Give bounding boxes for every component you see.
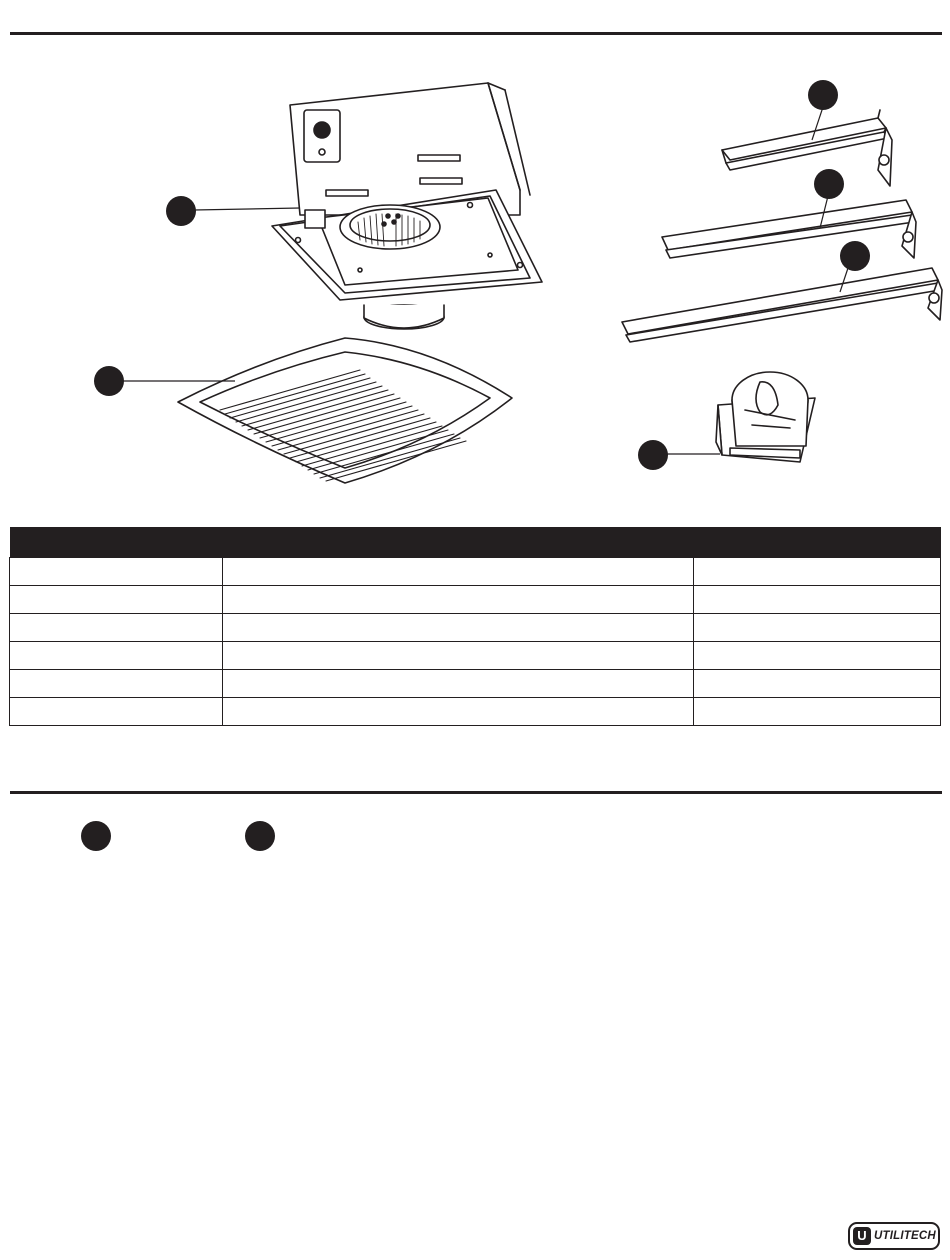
- table-cell-part: [10, 670, 223, 698]
- leader-line-housing: [194, 208, 300, 210]
- hardware-section-rule: [10, 791, 942, 794]
- table-cell-part: [10, 558, 223, 586]
- header-description: [223, 527, 694, 558]
- table-row: [10, 642, 941, 670]
- parts-table: [9, 527, 941, 726]
- table-cell-description: [223, 586, 694, 614]
- parts-table-header: [10, 527, 941, 558]
- table-cell-quantity: [694, 558, 941, 586]
- damper-connector-illustration: [716, 372, 815, 462]
- fan-housing-illustration: [272, 83, 542, 329]
- table-cell-description: [223, 642, 694, 670]
- callout-screw-long: [81, 821, 111, 851]
- table-cell-quantity: [694, 698, 941, 726]
- logo-wordmark: UTILITECH: [874, 1230, 936, 1242]
- utilitech-logo: [848, 1222, 940, 1250]
- table-cell-description: [223, 698, 694, 726]
- table-row: [10, 586, 941, 614]
- table-cell-description: [223, 614, 694, 642]
- callout-damper: [638, 440, 668, 470]
- header-quantity: [694, 527, 941, 558]
- parts-illustrations: [0, 0, 950, 500]
- table-cell-description: [223, 558, 694, 586]
- table-row: [10, 558, 941, 586]
- table-cell-part: [10, 642, 223, 670]
- callout-grille: [94, 366, 124, 396]
- mounting-rail-medium-illustration: [662, 200, 916, 258]
- table-cell-quantity: [694, 586, 941, 614]
- callout-housing: [166, 196, 196, 226]
- mounting-rail-long-illustration: [622, 268, 942, 342]
- mounting-rail-short-illustration: [722, 110, 892, 186]
- logo-mark: U: [853, 1227, 871, 1245]
- header-part: [10, 527, 223, 558]
- callout-rail-short: [808, 80, 838, 110]
- table-cell-part: [10, 698, 223, 726]
- table-cell-description: [223, 670, 694, 698]
- callout-rail-long: [840, 241, 870, 271]
- table-cell-quantity: [694, 614, 941, 642]
- table-cell-quantity: [694, 642, 941, 670]
- table-row: [10, 614, 941, 642]
- grille-illustration: [178, 338, 512, 483]
- table-cell-part: [10, 614, 223, 642]
- callout-rail-medium: [814, 169, 844, 199]
- callout-screw-short: [245, 821, 275, 851]
- table-cell-quantity: [694, 670, 941, 698]
- table-row: [10, 698, 941, 726]
- table-cell-part: [10, 586, 223, 614]
- table-row: [10, 670, 941, 698]
